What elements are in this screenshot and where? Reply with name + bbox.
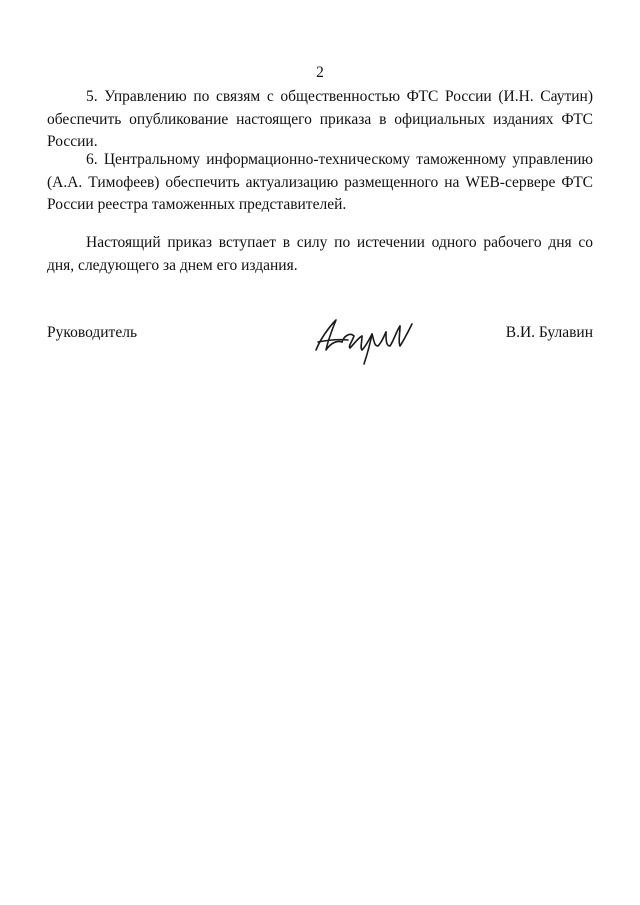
- signature-block: [47, 320, 593, 380]
- paragraph-5: [47, 86, 593, 154]
- signer-name: В.И. Булавин: [505, 324, 593, 341]
- effective-date-paragraph: [47, 232, 593, 277]
- handwritten-signature-icon: [308, 310, 420, 370]
- paragraph-text: 6. Центральному информационно-техническому таможенному управлению (А.А. Тимофеев) обеспечить актуализацию размещенного на WEB-сервере ФТС России реестра таможенных представителей.: [47, 151, 593, 213]
- paragraph-text: Настоящий приказ вступает в силу по истечении одного рабочего дня со дня, следующего за днем его издания.: [47, 234, 593, 274]
- paragraph-text: 5. Управлению по связям с общественностью ФТС России (И.Н. Саутин) обеспечить опубликование настоящего приказа в официальных изданиях ФТС России.: [47, 88, 593, 150]
- signer-position: Руководитель: [47, 324, 138, 341]
- page-number: 2: [316, 64, 324, 81]
- paragraph-6: [47, 149, 593, 217]
